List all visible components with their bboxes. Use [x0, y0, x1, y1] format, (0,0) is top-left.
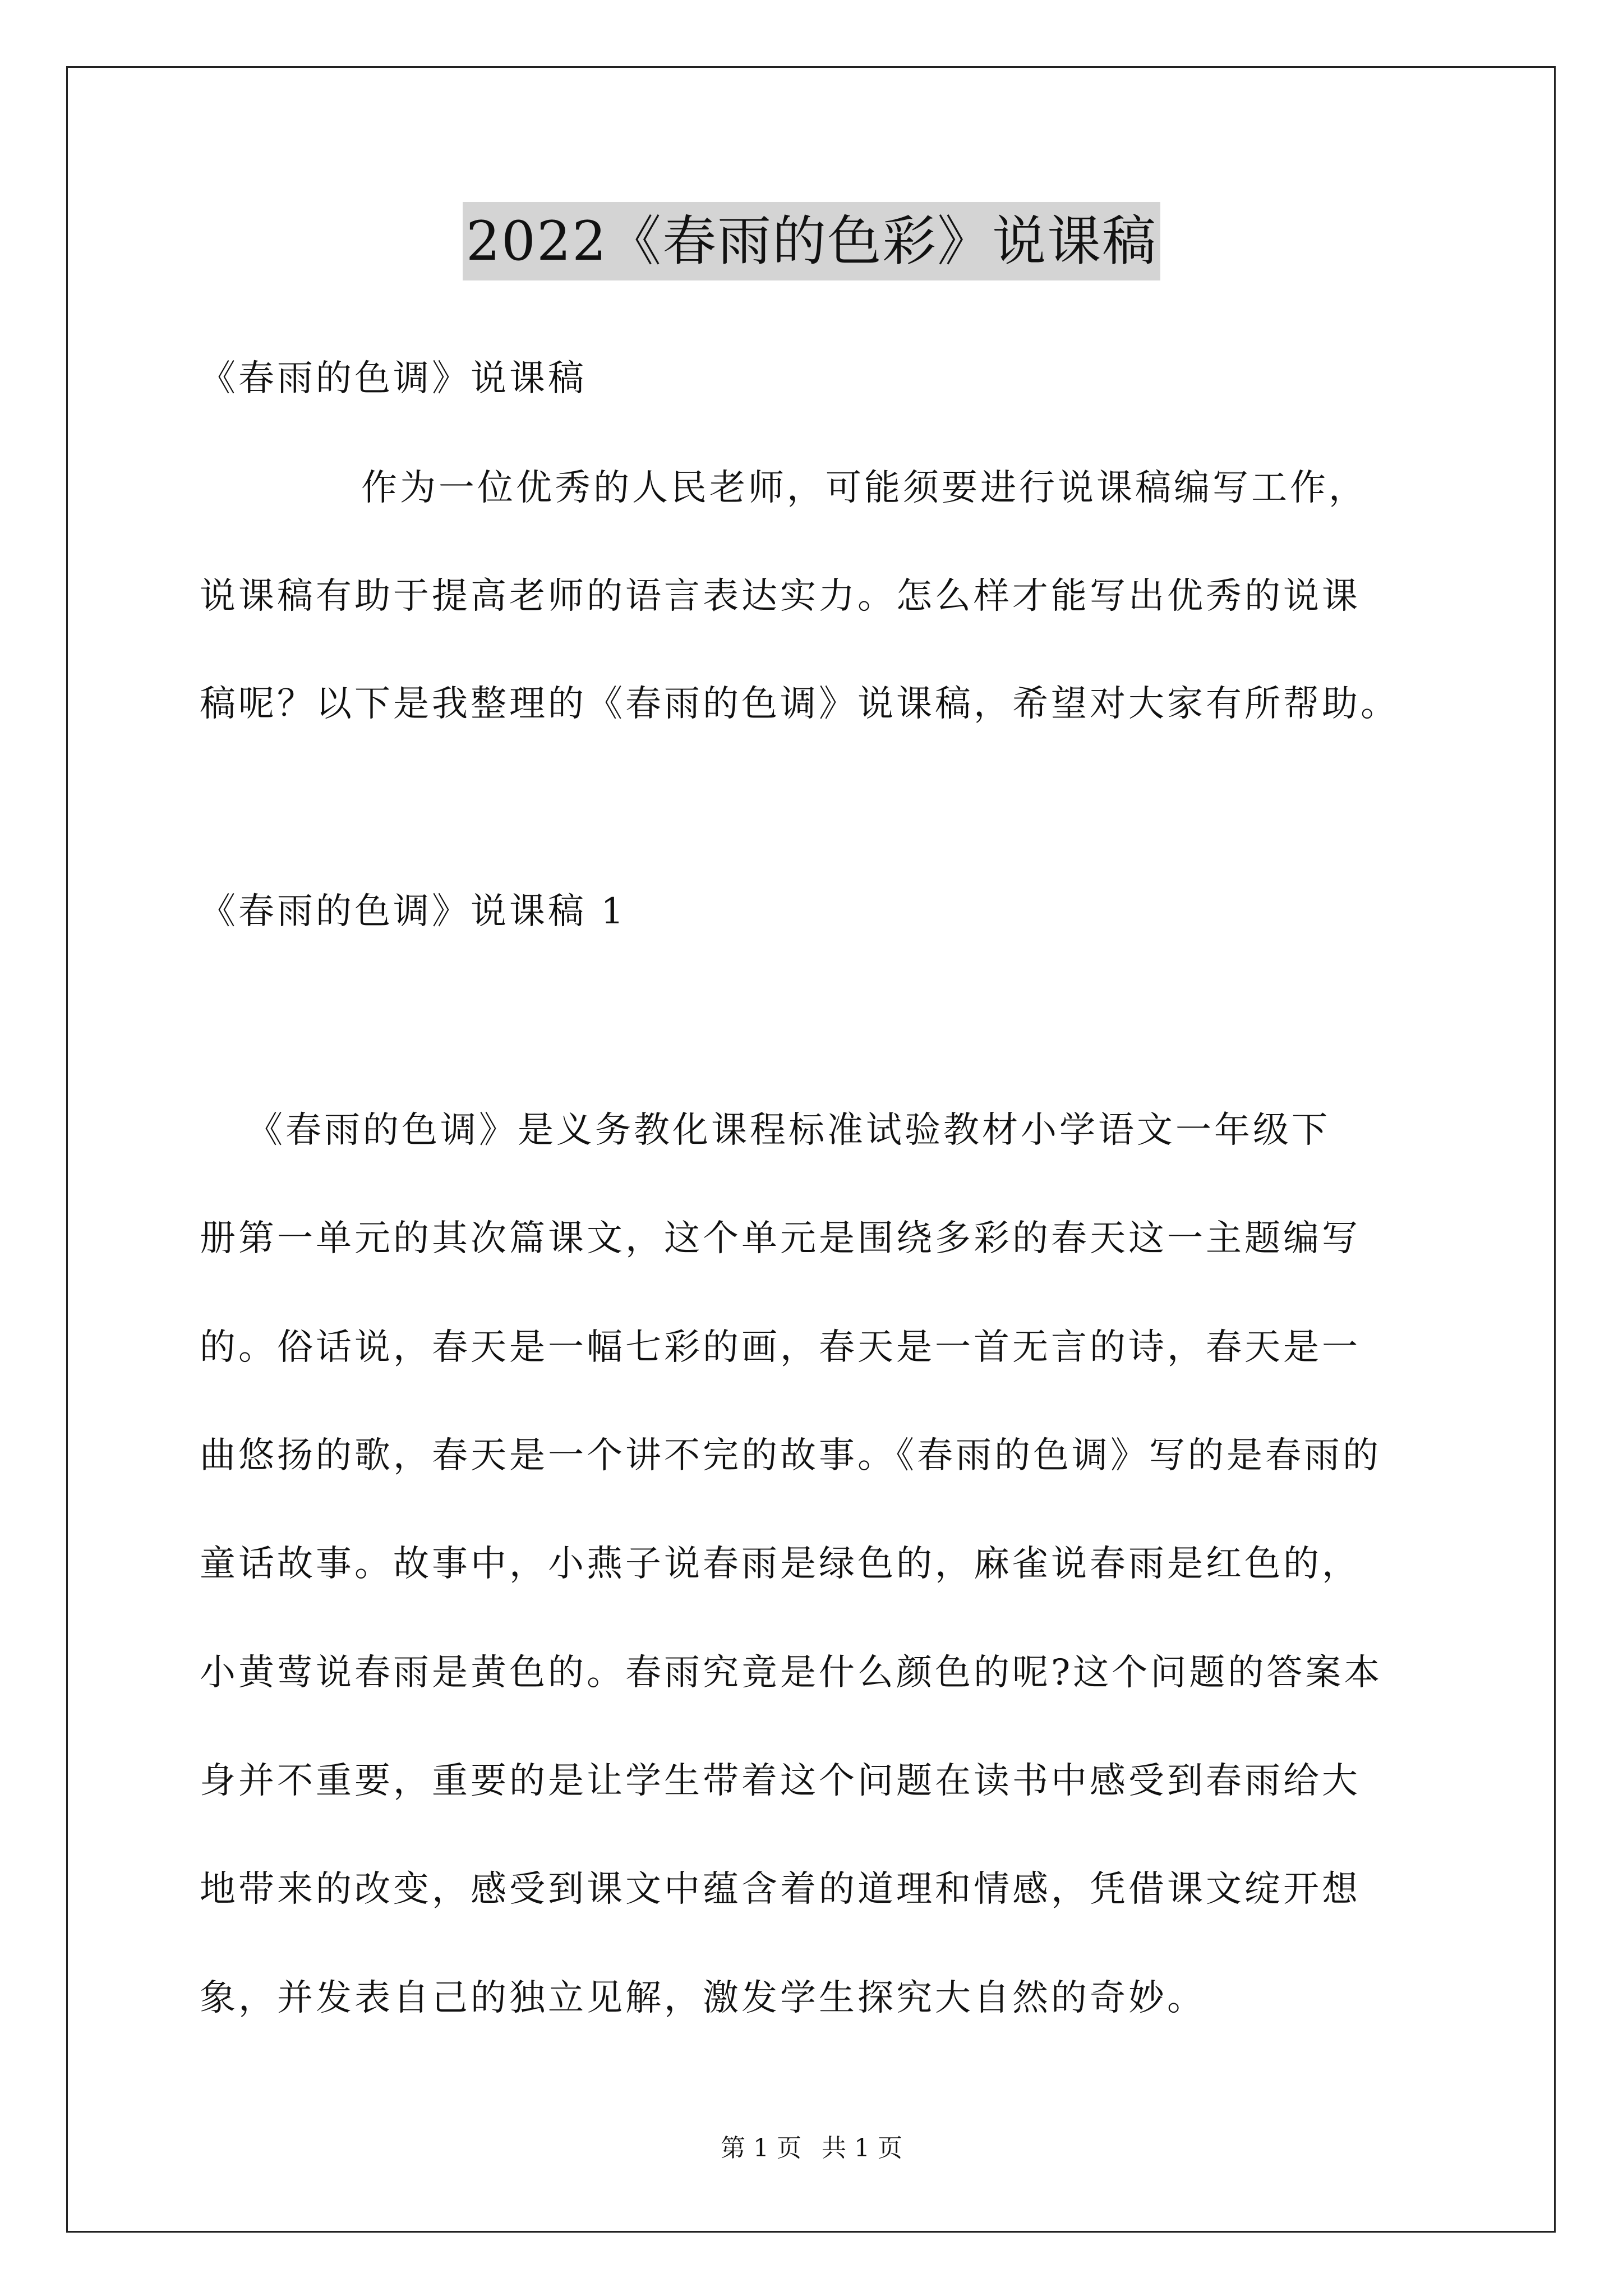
body-line-5: 童话故事。故事中，小燕子说春雨是绿色的，麻雀说春雨是红色的，	[200, 1543, 1361, 1585]
page-number: 第 1 页	[721, 2134, 801, 2162]
body-line-7: 身并不重要，重要的是让学生带着这个问题在读书中感受到春雨给大	[200, 1760, 1361, 1802]
subtitle: 《春雨的色调》说课稿	[200, 358, 587, 399]
title-container	[0, 202, 1623, 280]
intro-line-2: 说课稿有助于提高老师的语言表达实力。怎么样才能写出优秀的说课	[200, 576, 1361, 617]
body-line-9: 象，并发表自己的独立见解，激发学生探究大自然的奇妙。	[200, 1977, 1206, 2019]
body-line-6: 小黄莺说春雨是黄色的。春雨究竟是什么颜色的呢?这个问题的答案本	[200, 1652, 1383, 1694]
body-line-1: 《春雨的色调》是义务教化课程标准试验教材小学语文一年级下	[247, 1110, 1330, 1151]
body-line-3: 的。俗话说，春天是一幅七彩的画，春天是一首无言的诗，春天是一	[200, 1327, 1361, 1368]
document-title: 2022《春雨的色彩》说课稿	[463, 202, 1160, 280]
section-heading: 《春雨的色调》说课稿 1	[200, 891, 627, 932]
page-footer	[0, 2132, 1623, 2165]
page-total: 共 1 页	[822, 2134, 902, 2162]
body-line-2: 册第一单元的其次篇课文，这个单元是围绕多彩的春天这一主题编写	[200, 1218, 1361, 1259]
intro-line-1: 作为一位优秀的人民老师，可能须要进行说课稿编写工作，	[361, 467, 1367, 509]
intro-line-3: 稿呢？以下是我整理的《春雨的色调》说课稿，希望对大家有所帮助。	[200, 683, 1399, 725]
body-line-4: 曲悠扬的歌，春天是一个讲不完的故事。《春雨的色调》写的是春雨的	[200, 1435, 1381, 1476]
body-line-8: 地带来的改变，感受到课文中蕴含着的道理和情感，凭借课文绽开想	[200, 1869, 1361, 1910]
